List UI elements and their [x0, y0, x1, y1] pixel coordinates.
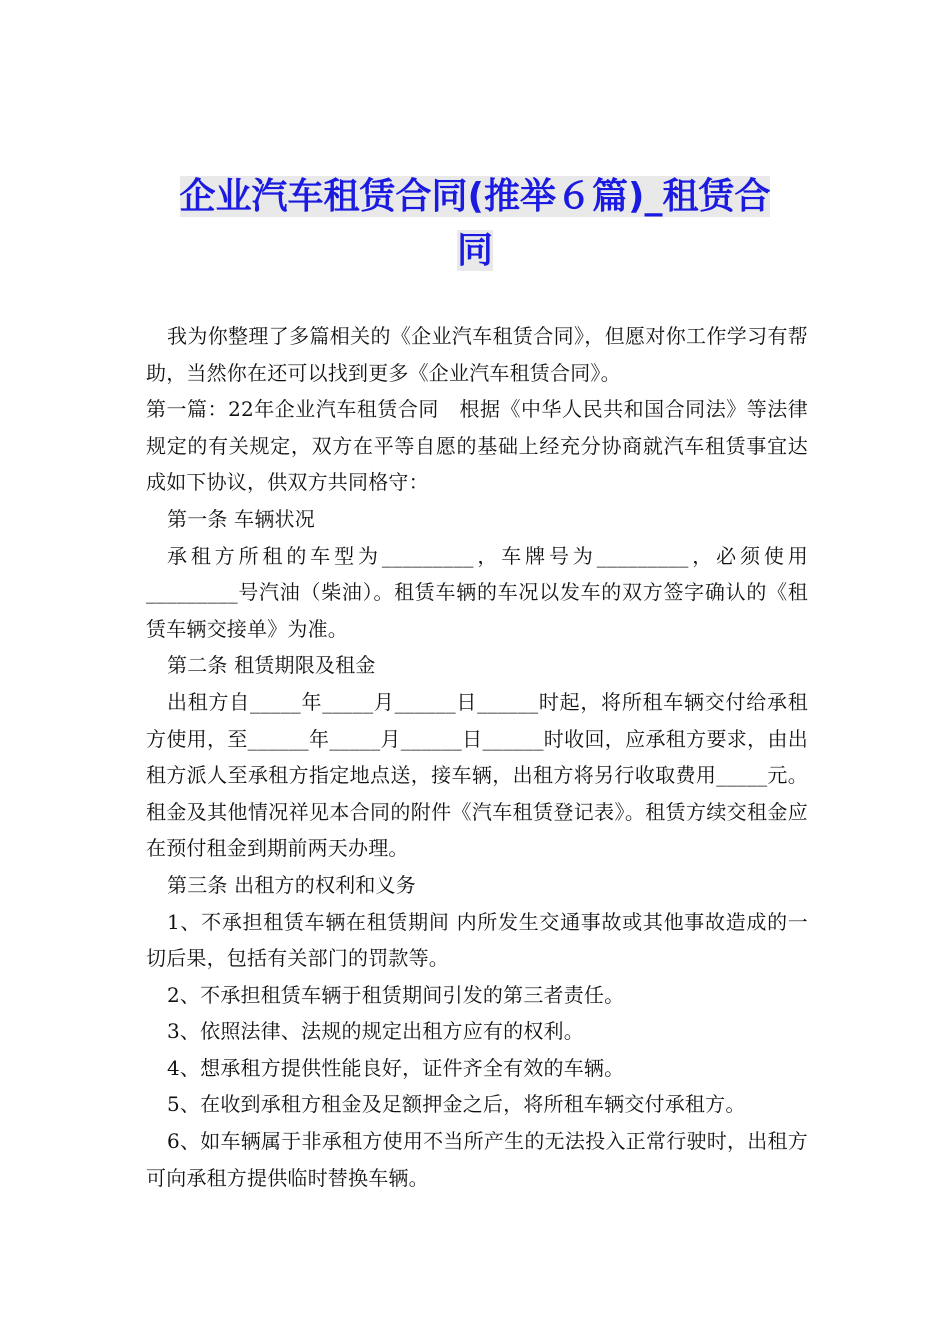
title-line-2: 同 — [456, 230, 493, 271]
article-3-item-5: 5、在收到承租方租金及足额押金之后，将所租车辆交付承租方。 — [167, 1092, 746, 1117]
article-3-item-2: 2、不承担租赁车辆于租赁期间引发的第三者责任。 — [167, 982, 625, 1007]
title-line-1: 企业汽车租赁合同(推举６篇)_租赁合 — [179, 176, 771, 217]
article-3-item-6: 6、如车辆属于非承租方使用不当所产生的无法投入正常行驶时，出租方可向承租方提供临时替换车辆。 — [146, 1129, 808, 1190]
document-body — [146, 318, 808, 1196]
document-title — [150, 170, 800, 278]
article-1-body: 承租方所租的车型为_________，车牌号为_________，必须使用_________号汽油（柴油）。租赁车辆的车况以发车的双方签字确认的《租赁车辆交接单》为准。 — [146, 543, 808, 641]
article-3-item-4: 4、想承租方提供性能良好，证件齐全有效的车辆。 — [167, 1055, 625, 1080]
article-3-heading: 第三条 出租方的权利和义务 — [167, 872, 416, 897]
article-3-item-3: 3、依照法律、法规的规定出租方应有的权利。 — [167, 1019, 584, 1044]
article-2-heading: 第二条 租赁期限及租金 — [167, 653, 376, 678]
article-3-item-1: 1、不承担租赁车辆在租赁期间 内所发生交通事故或其他事故造成的一切后果，包括有关部门的罚款等。 — [146, 909, 808, 971]
article-1-heading: 第一条 车辆状况 — [167, 506, 315, 531]
article-2-body: 出租方自_____年_____月______日______时起，将所租车辆交付给承租方使用，至______年_____月______日______时收回，应承租方要求，由出租方派人至承租方指定地点送，接车辆，出租方将另行收取费用_____元。租金及其他情况祥见本合同的附件《汽车租赁登记表》。租赁方续交租金应在预付租金到期前两天办理。 — [146, 689, 808, 861]
intro-paragraph: 我为你整理了多篇相关的《企业汽车租赁合同》，但愿对你工作学习有帮助，当然你在还可以找到更多《企业汽车租赁合同》。 — [146, 324, 808, 385]
preamble-paragraph: 第一篇：22年企业汽车租赁合同 根据《中华人民共和国合同法》等法律规定的有关规定，双方在平等自愿的基础上经充分协商就汽车租赁事宜达成如下协议，供双方共同格守： — [146, 397, 808, 495]
